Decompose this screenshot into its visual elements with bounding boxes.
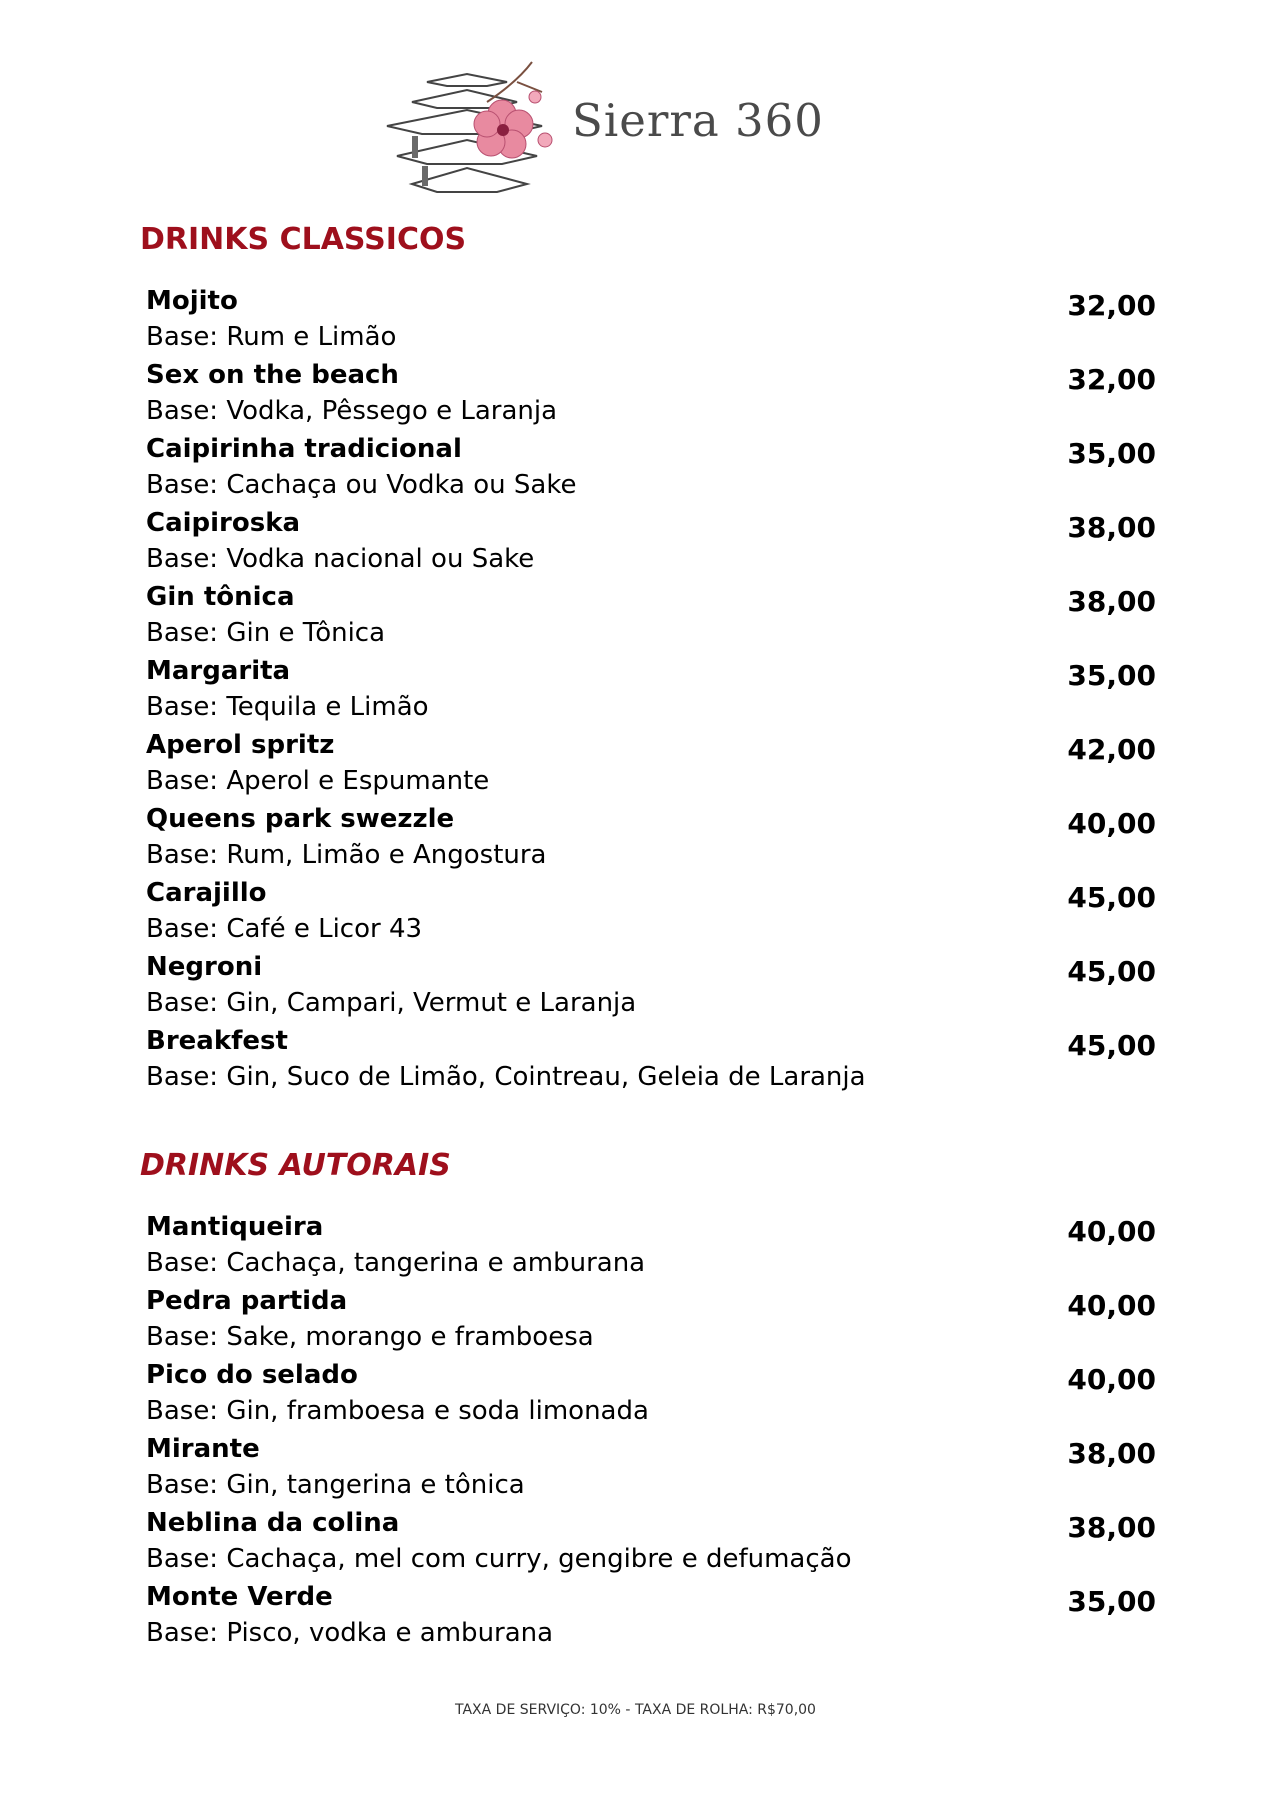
item-name: Neblina da colina	[146, 1508, 400, 1538]
menu-item	[146, 358, 1156, 432]
menu-item	[146, 802, 1156, 876]
item-base: Base: Gin, tangerina e tônica	[146, 1470, 525, 1500]
item-base: Base: Gin, Campari, Vermut e Laranja	[146, 988, 637, 1018]
item-price: 38,00	[1067, 1437, 1156, 1470]
item-price: 40,00	[1067, 1215, 1156, 1248]
item-base: Base: Vodka nacional ou Sake	[146, 544, 535, 574]
item-price: 38,00	[1067, 1511, 1156, 1544]
item-base: Base: Gin, Suco de Limão, Cointreau, Geleia de Laranja	[146, 1062, 866, 1092]
item-price: 32,00	[1067, 363, 1156, 396]
menu-item	[146, 1358, 1156, 1432]
section-title-classicos: DRINKS CLASSICOS	[140, 222, 467, 257]
item-base: Base: Cachaça, tangerina e amburana	[146, 1248, 646, 1278]
item-price: 40,00	[1067, 1363, 1156, 1396]
item-price: 45,00	[1067, 881, 1156, 914]
footer-fees: TAXA DE SERVIÇO: 10% - TAXA DE ROLHA: R$70,00	[455, 1702, 816, 1718]
section-title-autorais: DRINKS AUTORAIS	[140, 1148, 451, 1183]
item-name: Carajillo	[146, 878, 267, 908]
item-price: 45,00	[1067, 1029, 1156, 1062]
item-base: Base: Sake, morango e framboesa	[146, 1322, 594, 1352]
item-base: Base: Tequila e Limão	[146, 692, 429, 722]
item-name: Mirante	[146, 1434, 260, 1464]
item-price: 35,00	[1067, 437, 1156, 470]
item-price: 32,00	[1067, 289, 1156, 322]
item-name: Pico do selado	[146, 1360, 358, 1390]
brand-name: Sierra 360	[572, 94, 824, 147]
menu-item	[146, 284, 1156, 358]
item-base: Base: Gin, framboesa e soda limonada	[146, 1396, 649, 1426]
menu-item	[146, 728, 1156, 802]
item-base: Base: Aperol e Espumante	[146, 766, 490, 796]
item-base: Base: Cachaça ou Vodka ou Sake	[146, 470, 577, 500]
menu-item	[146, 1432, 1156, 1506]
item-name: Sex on the beach	[146, 360, 399, 390]
item-name: Caipirinha tradicional	[146, 434, 462, 464]
item-base: Base: Cachaça, mel com curry, gengibre e defumação	[146, 1544, 852, 1574]
menu-item	[146, 950, 1156, 1024]
menu-item	[146, 580, 1156, 654]
item-name: Mojito	[146, 286, 238, 316]
menu-list-classicos	[146, 284, 1156, 1098]
item-price: 42,00	[1067, 733, 1156, 766]
pagoda-cherry-blossom-icon	[367, 52, 567, 200]
menu-item	[146, 1210, 1156, 1284]
menu-item	[146, 1506, 1156, 1580]
menu-item	[146, 1580, 1156, 1654]
item-base: Base: Café e Licor 43	[146, 914, 423, 944]
item-base: Base: Rum, Limão e Angostura	[146, 840, 547, 870]
item-price: 45,00	[1067, 955, 1156, 988]
menu-item	[146, 506, 1156, 580]
menu-item	[146, 432, 1156, 506]
item-price: 40,00	[1067, 1289, 1156, 1322]
item-name: Monte Verde	[146, 1582, 333, 1612]
item-name: Queens park swezzle	[146, 804, 455, 834]
item-name: Caipiroska	[146, 508, 301, 538]
item-price: 40,00	[1067, 807, 1156, 840]
item-price: 38,00	[1067, 585, 1156, 618]
item-name: Margarita	[146, 656, 291, 686]
item-name: Mantiqueira	[146, 1212, 324, 1242]
menu-item	[146, 654, 1156, 728]
item-price: 35,00	[1067, 1585, 1156, 1618]
item-name: Aperol spritz	[146, 730, 335, 760]
item-name: Negroni	[146, 952, 263, 982]
item-base: Base: Rum e Limão	[146, 322, 397, 352]
item-price: 35,00	[1067, 659, 1156, 692]
item-price: 38,00	[1067, 511, 1156, 544]
item-base: Base: Vodka, Pêssego e Laranja	[146, 396, 558, 426]
item-name: Gin tônica	[146, 582, 295, 612]
item-name: Breakfest	[146, 1026, 288, 1056]
menu-item	[146, 876, 1156, 950]
item-base: Base: Gin e Tônica	[146, 618, 386, 648]
menu-item	[146, 1284, 1156, 1358]
menu-item	[146, 1024, 1156, 1098]
item-base: Base: Pisco, vodka e amburana	[146, 1618, 554, 1648]
menu-list-autorais	[146, 1210, 1156, 1654]
brand-logo	[367, 52, 824, 200]
item-name: Pedra partida	[146, 1286, 348, 1316]
